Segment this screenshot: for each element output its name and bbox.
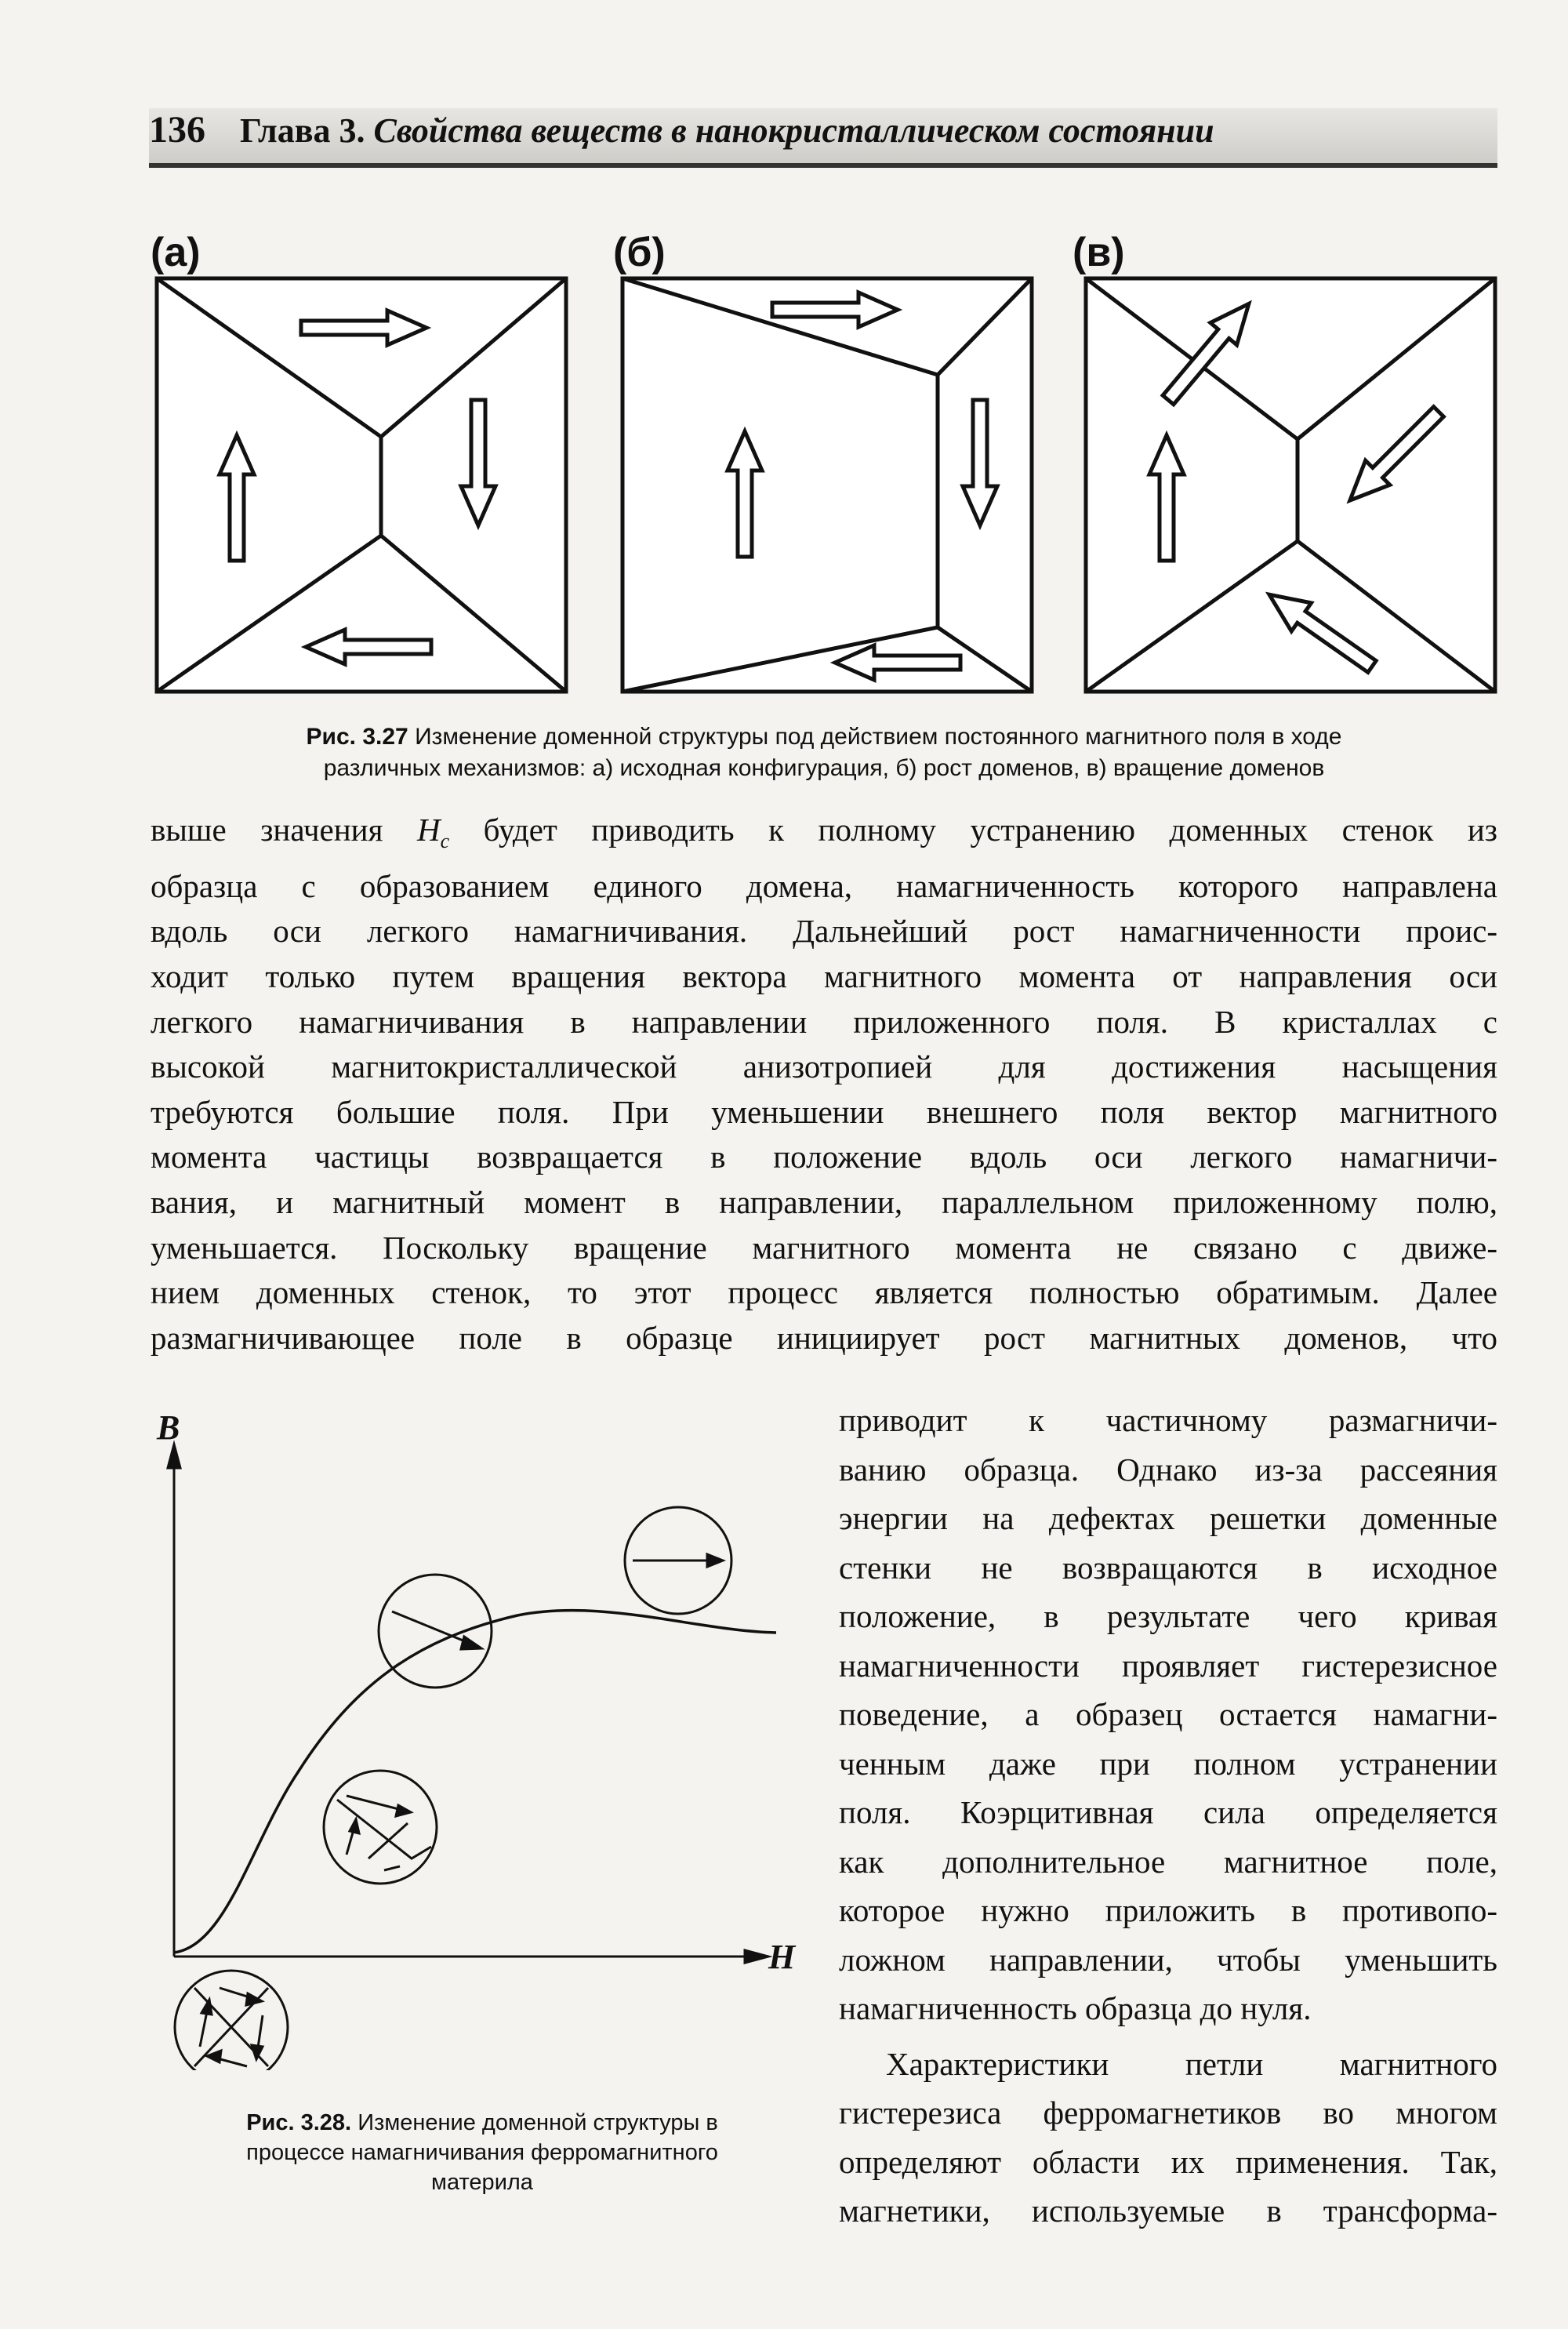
side-line: магнетики, используемые в трансформа- [839, 2193, 1497, 2229]
body-line: требуются большие поля. При уменьшении внешнего поля вектор магнитного [151, 1093, 1497, 1130]
chapter-heading [240, 111, 1214, 151]
panel-label-c: (в) [1073, 230, 1125, 275]
domain-circle-saturated [625, 1507, 731, 1614]
side-line: ванию образца. Однако из-за рассеяния [839, 1451, 1497, 1488]
side-line: намагниченности проявляет гистерезисное [839, 1647, 1497, 1684]
figure-3-28-diagram [149, 1404, 831, 2070]
figure-3-27-caption [151, 721, 1497, 784]
domain-circle-growth [324, 1771, 437, 1884]
x-axis-arrow-icon [745, 1950, 768, 1963]
caption-number: Рис. 3.27 [306, 724, 408, 750]
side-line: энергии на дефектах решетки доменные [839, 1500, 1497, 1536]
running-header [149, 108, 1497, 168]
body-line: вдоль оси легкого намагничивания. Дальнейший рост намагниченности проис- [151, 913, 1497, 950]
chapter-prefix: Глава 3. [240, 111, 365, 150]
caption-line-1: Изменение доменной структуры под действием постоянного магнитного поля в ходе [415, 724, 1342, 750]
side-line: гистерезиса ферромагнетиков во многом [839, 2095, 1497, 2131]
body-line: легкого намагничивания в направлении приложенного поля. В кристаллах с [151, 1003, 1497, 1040]
caption-line-2: процессе намагничивания ферромагнитного [246, 2140, 718, 2165]
caption-number: Рис. 3.28. [246, 2110, 352, 2135]
panel-b-domains [622, 278, 1032, 692]
side-line: поведение, а образец остается намагни- [839, 1696, 1497, 1732]
y-axis-arrow-icon [168, 1444, 180, 1468]
side-line: которое нужно приложить в противопо- [839, 1892, 1497, 1928]
side-line: положение, в результате чего кривая [839, 1598, 1497, 1634]
body-line: высокой магнитокристаллической анизотропией для достижения насыщения [151, 1048, 1497, 1085]
domain-circle-demagnetized [175, 1971, 288, 2070]
panel-label-b: (б) [613, 230, 666, 275]
axis-label-b: B [157, 1408, 180, 1447]
panel-label-a: (а) [151, 230, 201, 275]
side-line: как дополнительное магнитное поле, [839, 1843, 1497, 1880]
body-line: размагничивающее поле в образце инициирует рост магнитных доменов, что [151, 1319, 1497, 1356]
side-line: ложном направлении, чтобы уменьшить [839, 1941, 1497, 1978]
body-line: момента частицы возвращается в положение вдоль оси легкого намагничи- [151, 1139, 1497, 1175]
magnetization-curve [174, 1611, 776, 1953]
side-line: стенки не возвращаются в исходное [839, 1549, 1497, 1586]
side-line: определяют области их применения. Так, [839, 2143, 1497, 2180]
figure-3-27-diagram [149, 274, 1497, 702]
side-line: намагниченность образца до нуля. [839, 1990, 1312, 2026]
figure-3-28-caption [141, 2108, 823, 2197]
side-line: приводит к частичному размагничи- [839, 1402, 1497, 1438]
side-line: ченным даже при полном устранении [839, 1745, 1497, 1782]
panel-a-domains [157, 278, 566, 692]
caption-line-3: материла [431, 2170, 533, 2195]
page-number: 136 [149, 109, 205, 151]
caption-line-1: Изменение доменной структуры в [358, 2110, 718, 2135]
body-line: ходит только путем вращения вектора магнитного момента от направления оси [151, 957, 1497, 994]
caption-line-2: различных механизмов: а) исходная конфигурация, б) рост доменов, в) вращение доменов [323, 755, 1325, 781]
side-line: Характеристики петли магнитного [886, 2045, 1497, 2082]
chapter-title: Свойства веществ в нанокристаллическом состоянии [373, 111, 1214, 150]
body-line: выше значения $H_c$ будет приводить к полному устранению доменных стенок из [151, 812, 1497, 853]
body-text [151, 808, 1497, 1361]
axis-label-h: H [768, 1938, 796, 1976]
side-line: поля. Коэрцитивная сила определяется [839, 1794, 1497, 1830]
body-line: уменьшается. Поскольку вращение магнитного момента не связано с движе- [151, 1229, 1497, 1266]
panel-c-domains [1086, 278, 1495, 692]
body-line: вания, и магнитный момент в направлении, параллельном приложенному полю, [151, 1183, 1497, 1220]
side-column-text [839, 1396, 1497, 2236]
body-line: нием доменных стенок, то этот процесс является полностью обратимым. Далее [151, 1274, 1497, 1311]
body-line: образца с образованием единого домена, намагниченность которого направлена [151, 867, 1497, 904]
domain-circle-rotating [379, 1575, 492, 1688]
